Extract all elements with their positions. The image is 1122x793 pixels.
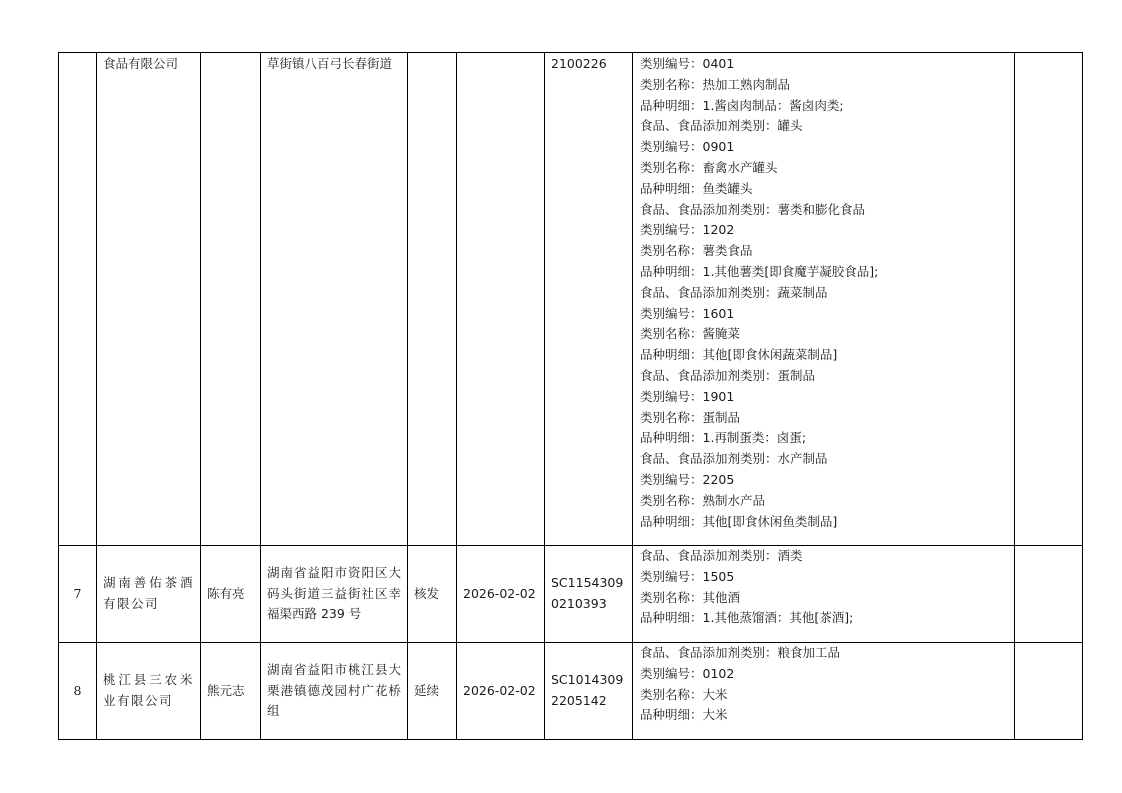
detail-line: 食品、食品添加剂类别：蔬菜制品 <box>640 284 828 300</box>
detail-line: 类别编号：1601 <box>640 305 735 321</box>
license-code: SC10143092205142 <box>551 672 624 708</box>
address: 湖南省益阳市桃江县大栗港镇德茂园村广花桥组 <box>267 661 401 719</box>
action-type: 核发 <box>414 585 440 601</box>
detail-line: 品种明细：1.酱卤肉制品：酱卤肉类; <box>640 97 844 113</box>
table-row <box>59 643 1083 740</box>
license-code-cell <box>545 643 633 740</box>
detail-line: 类别名称：蛋制品 <box>640 409 741 425</box>
company-name-cell <box>97 546 201 643</box>
action-cell <box>408 53 457 546</box>
company-name-cell <box>97 643 201 740</box>
serial-cell <box>59 53 97 546</box>
license-code: SC11543090210393 <box>551 575 624 611</box>
action-cell <box>408 643 457 740</box>
detail-line: 品种明细：1.其他蒸馏酒：其他[茶酒]; <box>640 610 854 626</box>
issue-date: 2026-02-02 <box>463 585 536 601</box>
legal-person-cell <box>201 53 261 546</box>
issue-date: 2026-02-02 <box>463 682 536 698</box>
detail-line: 类别名称：酱腌菜 <box>640 326 741 342</box>
note-cell <box>1015 643 1083 740</box>
company-name-cell <box>97 53 201 546</box>
detail-line: 类别编号：0401 <box>640 56 735 71</box>
license-code-cell <box>545 53 633 546</box>
food-license-table <box>58 52 1083 740</box>
detail-line: 类别编号：0901 <box>640 139 735 155</box>
date-cell <box>457 546 545 643</box>
legal-person-cell <box>201 643 261 740</box>
address-cell <box>261 643 408 740</box>
detail-line: 品种明细：1.其他薯类[即食魔芋凝胶食品]; <box>640 263 879 279</box>
note-cell <box>1015 53 1083 546</box>
detail-line: 类别名称：畜禽水产罐头 <box>640 159 778 175</box>
detail-line: 类别名称：熟制水产品 <box>640 492 766 508</box>
detail-line: 食品、食品添加剂类别：薯类和膨化食品 <box>640 201 866 217</box>
legal-person: 熊元志 <box>207 682 245 698</box>
action-type: 延续 <box>414 682 440 698</box>
table-row <box>59 546 1083 643</box>
detail-cell <box>633 643 1015 740</box>
detail-line: 类别编号：2205 <box>640 471 735 487</box>
detail-line: 食品、食品添加剂类别：粮食加工品 <box>640 645 841 660</box>
legal-person-cell <box>201 546 261 643</box>
date-cell <box>457 643 545 740</box>
address: 湖南省益阳市资阳区大码头街道三益街社区幸福渠西路 239 号 <box>267 564 401 622</box>
serial-cell <box>59 643 97 740</box>
serial-number: 8 <box>73 682 82 698</box>
detail-line: 类别名称：薯类食品 <box>640 243 753 259</box>
detail-cell <box>633 546 1015 643</box>
detail-line: 食品、食品添加剂类别：蛋制品 <box>640 367 816 383</box>
detail-line: 品种明细：1.再制蛋类：卤蛋; <box>640 430 807 446</box>
legal-person: 陈有亮 <box>207 585 245 601</box>
detail-line: 类别名称：热加工熟肉制品 <box>640 76 791 92</box>
date-cell <box>457 53 545 546</box>
detail-cell <box>633 53 1015 546</box>
license-code-cell <box>545 546 633 643</box>
detail-line: 类别名称：大米 <box>640 686 728 702</box>
detail-line: 品种明细：其他[即食休闲鱼类制品] <box>640 513 838 529</box>
detail-line: 食品、食品添加剂类别：酒类 <box>640 548 803 563</box>
detail-line: 类别编号：0102 <box>640 665 735 681</box>
company-name: 桃江县三农米业有限公司 <box>103 672 194 708</box>
detail-line: 类别编号：1505 <box>640 568 735 584</box>
address: 草街镇八百弓长春街道 <box>267 56 393 71</box>
license-code: 2100226 <box>551 56 607 71</box>
detail-list <box>633 643 1014 726</box>
detail-line: 类别编号：1202 <box>640 222 735 238</box>
serial-number: 7 <box>73 585 82 601</box>
serial-cell <box>59 546 97 643</box>
company-name: 食品有限公司 <box>103 56 179 71</box>
detail-line: 类别名称：其他酒 <box>640 589 741 605</box>
table-row-continuation <box>59 53 1083 546</box>
detail-line: 品种明细：其他[即食休闲蔬菜制品] <box>640 347 838 363</box>
detail-line: 食品、食品添加剂类别：水产制品 <box>640 451 828 467</box>
detail-line: 品种明细：大米 <box>640 707 728 723</box>
detail-line: 食品、食品添加剂类别：罐头 <box>640 118 803 134</box>
address-cell <box>261 546 408 643</box>
detail-line: 品种明细：鱼类罐头 <box>640 180 753 196</box>
note-cell <box>1015 546 1083 643</box>
action-cell <box>408 546 457 643</box>
company-name: 湖南善佑茶酒有限公司 <box>103 575 194 611</box>
detail-line: 类别编号：1901 <box>640 388 735 404</box>
detail-list <box>633 546 1014 629</box>
address-cell <box>261 53 408 546</box>
detail-list <box>633 53 1014 532</box>
